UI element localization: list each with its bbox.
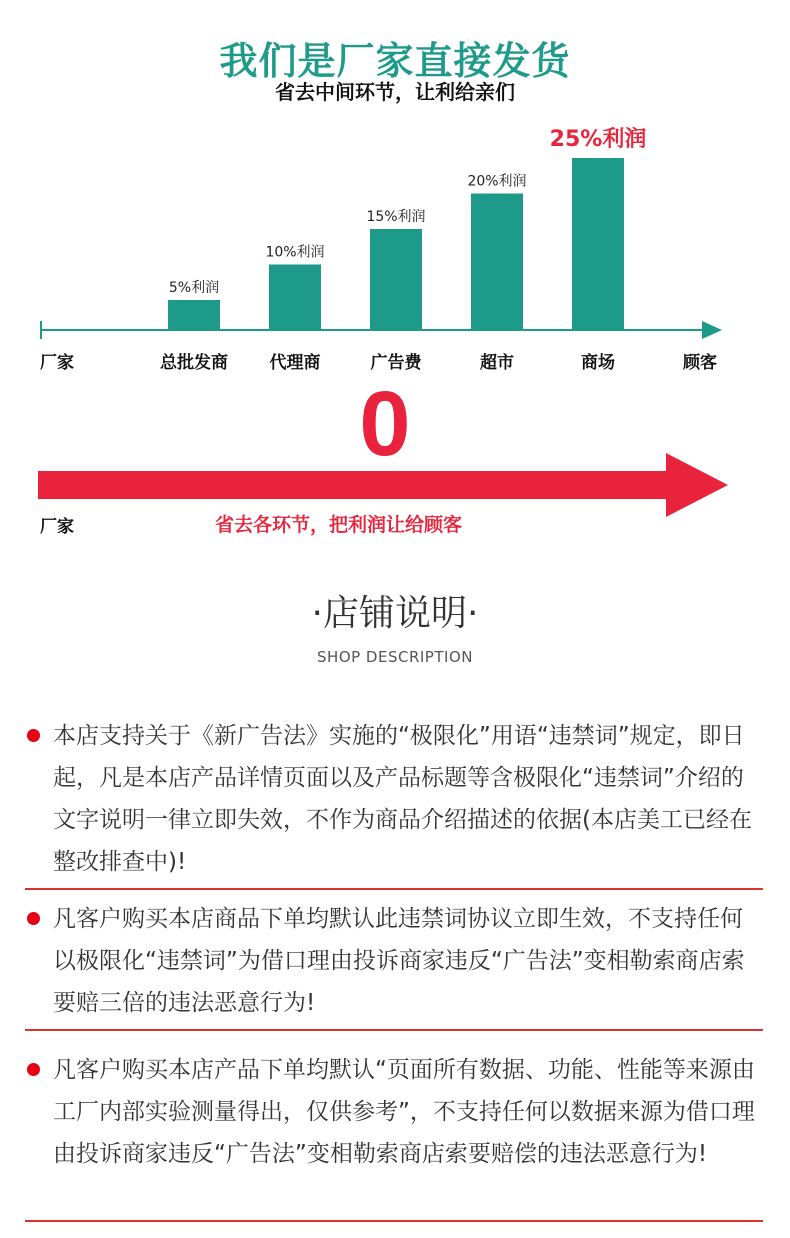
notice-item <box>27 1049 762 1219</box>
red-arrow-shape <box>38 453 728 517</box>
axis-arrowhead-icon <box>702 321 722 339</box>
bar-value-label: 20%利润 <box>467 173 527 190</box>
chart-bar <box>269 265 321 331</box>
notice-item <box>27 715 762 885</box>
bar-value-label: 5%利润 <box>168 280 220 296</box>
direct-note: 省去各环节，把利润让给顾客 <box>215 514 463 536</box>
direct-start-label: 厂家 <box>40 517 74 537</box>
direct-red-arrow <box>38 453 728 517</box>
section-title: ·店铺说明· <box>311 593 479 634</box>
category-label: 商场 <box>581 353 615 373</box>
category-label: 超市 <box>480 353 514 373</box>
bar-value-label: 25%利润 <box>549 127 647 152</box>
category-label: 总批发商 <box>160 353 228 373</box>
headline: 我们是厂家直接发货 <box>219 39 571 83</box>
profit-bar-chart <box>0 110 790 400</box>
chart-bar <box>370 229 422 330</box>
notice-text: 本店支持关于《新广告法》实施的“极限化”用语“违禁词”规定，即日起，凡是本店产品详情页面以及产品标题等含极限化“违禁词”介绍的文字说明一律立即失效，不作为商品介绍描述的依据(本店美工已经在整改排查中)! <box>53 723 752 875</box>
category-label: 广告费 <box>370 353 422 373</box>
divider <box>25 888 763 890</box>
chart-bar <box>471 194 523 331</box>
axis-start-label: 厂家 <box>40 353 74 373</box>
notice-text: 凡客户购买本店商品下单均默认此违禁词协议立即生效，不支持任何以极限化“违禁词”为借口理由投诉商家违反“广告法”变相勒索商店索要赔三倍的违法恶意行为! <box>53 906 745 1016</box>
notice-text: 凡客户购买本店产品下单均默认“页面所有数据、功能、性能等来源由工厂内部实验测量得出，仅供参考”，不支持任何以数据来源为借口理由投诉商家违反“广告法”变相勒索商店索要赔偿的违法恶意行为! <box>53 1057 755 1167</box>
section-subtitle: SHOP DESCRIPTION <box>317 648 473 666</box>
subheadline: 省去中间环节，让利给亲们 <box>275 80 515 104</box>
chart-bar <box>572 158 624 330</box>
axis-end-label: 顾客 <box>683 353 717 373</box>
divider <box>25 1029 763 1031</box>
category-label: 代理商 <box>269 353 321 373</box>
bar-value-label: 15%利润 <box>366 209 426 225</box>
bullet-dot-icon <box>27 729 40 742</box>
bullet-dot-icon <box>27 912 40 925</box>
notice-item <box>27 898 762 1023</box>
zero-profit-value: 0 <box>359 373 411 475</box>
chart-bar <box>168 300 220 330</box>
bullet-dot-icon <box>27 1063 40 1076</box>
bar-value-label: 10%利润 <box>265 244 325 261</box>
divider <box>25 1220 763 1222</box>
